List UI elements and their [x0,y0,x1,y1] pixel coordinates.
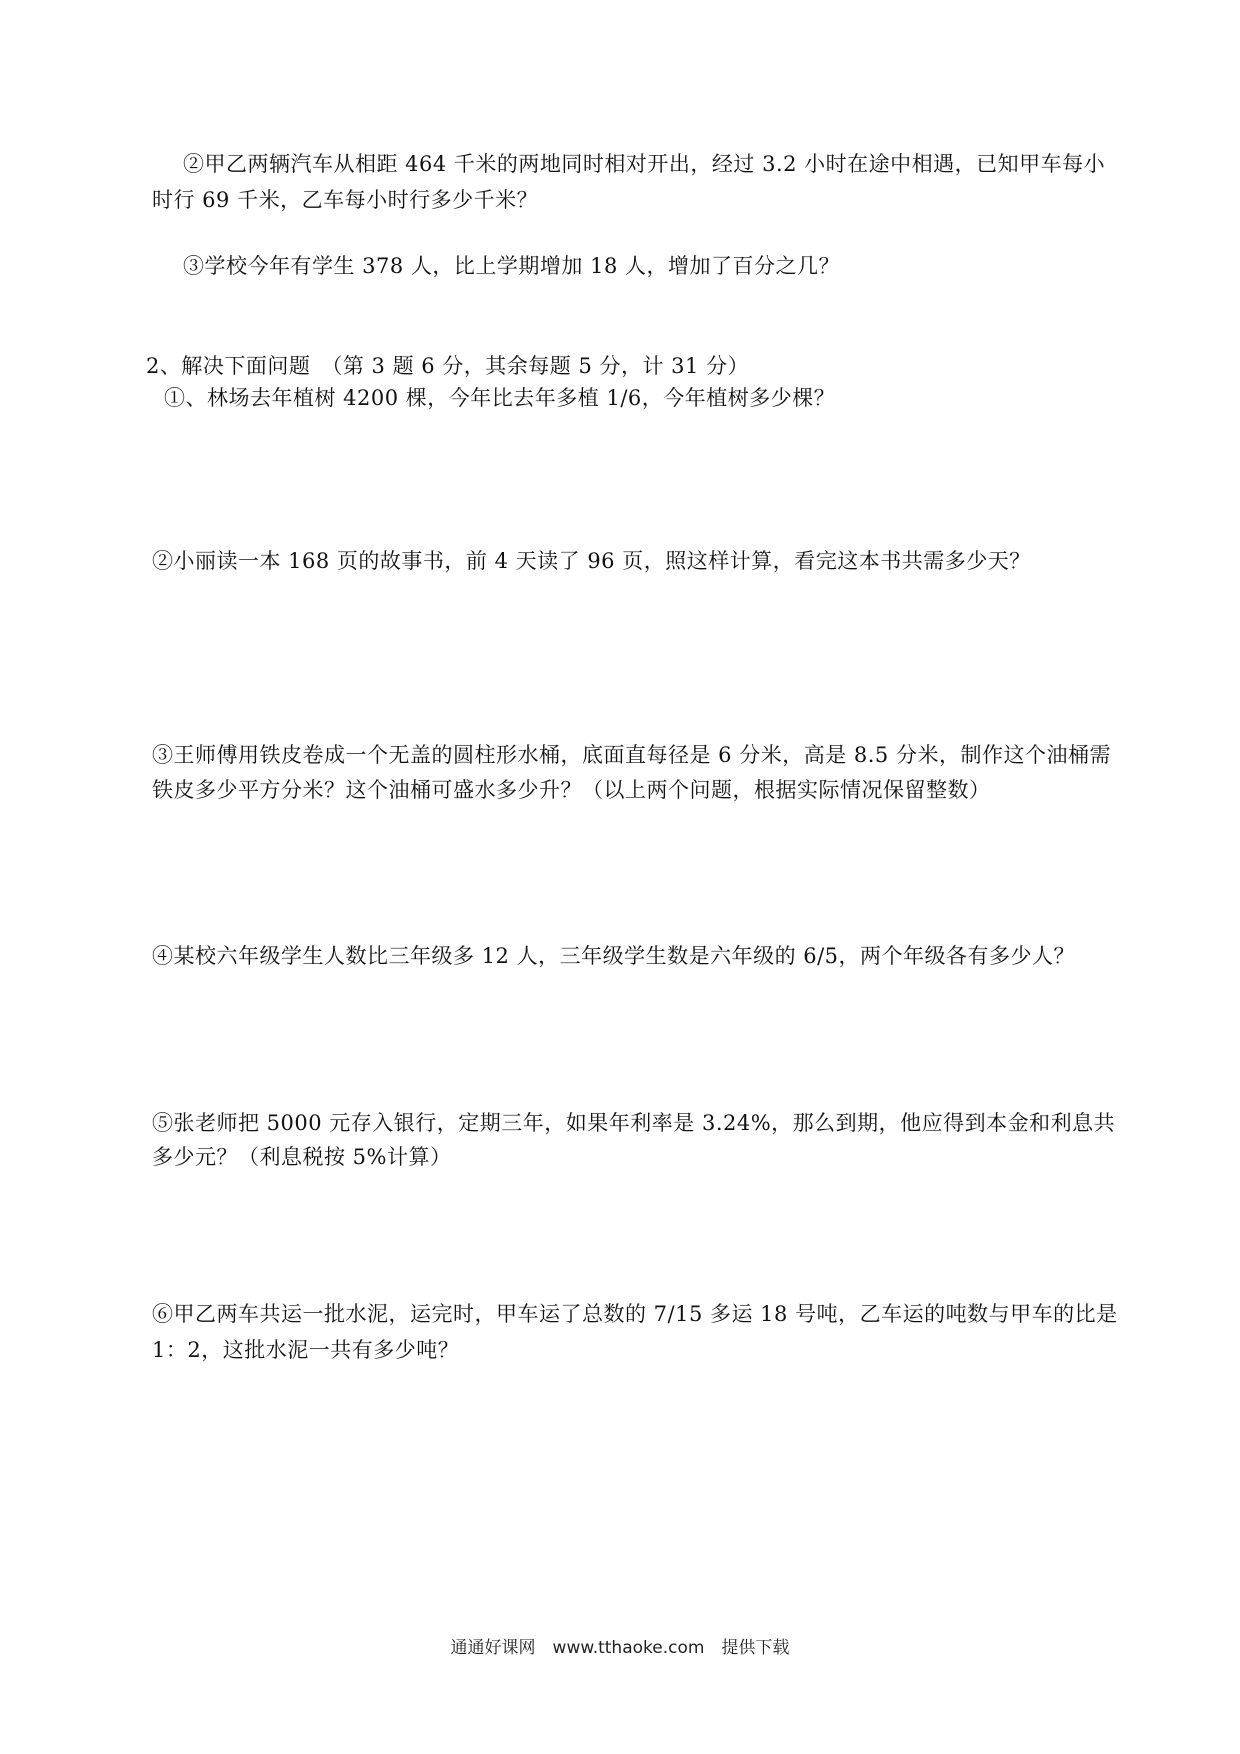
problem-2-2-line-1: ②小丽读一本 168 页的故事书，前 4 天读了 96 页，照这样计算，看完这本书共需多少天？ [152,549,1031,573]
problem-2-3-line-2: 铁皮多少平方分米？这个油桶可盛水多少升？（以上两个问题，根据实际情况保留整数） [152,778,991,802]
problem-1-2-line-2: 时行 69 千米，乙车每小时行多少千米？ [152,188,539,212]
problem-2-5-line-1: ⑤张老师把 5000 元存入银行，定期三年，如果年利率是 3.24%，那么到期，他应得到本金和利息共 [152,1111,1116,1135]
problem-1-3-line-1: ③学校今年有学生 378 人，比上学期增加 18 人，增加了百分之几？ [183,254,841,278]
problem-2-1-line-1: ①、林场去年植树 4200 棵，今年比去年多植 1/6，今年植树多少棵？ [164,386,836,410]
page-footer: 通通好课网 www.tthaoke.com 提供下载 [450,1638,790,1658]
section-2-heading: 2、解决下面问题 （第 3 题 6 分，其余每题 5 分，计 31 分） [146,354,750,378]
problem-2-4-line-1: ④某校六年级学生人数比三年级多 12 人，三年级学生数是六年级的 6/5，两个年级各有多少人？ [152,944,1076,968]
problem-2-6-line-1: ⑥甲乙两车共运一批水泥，运完时，甲车运了总数的 7/15 多运 18 号吨，乙车运的吨数与甲车的比是 [152,1302,1118,1326]
problem-2-3-line-1: ③王师傅用铁皮卷成一个无盖的圆柱形水桶，底面直每径是 6 分米，高是 8.5 分米，制作这个油桶需 [152,743,1111,767]
problem-1-2-line-1: ②甲乙两辆汽车从相距 464 千米的两地同时相对开出，经过 3.2 小时在途中相遇，已知甲车每小 [183,152,1106,176]
problem-2-6-line-2: 1：2，这批水泥一共有多少吨？ [152,1338,460,1362]
problem-2-5-line-2: 多少元？（利息税按 5%计算） [152,1145,452,1169]
